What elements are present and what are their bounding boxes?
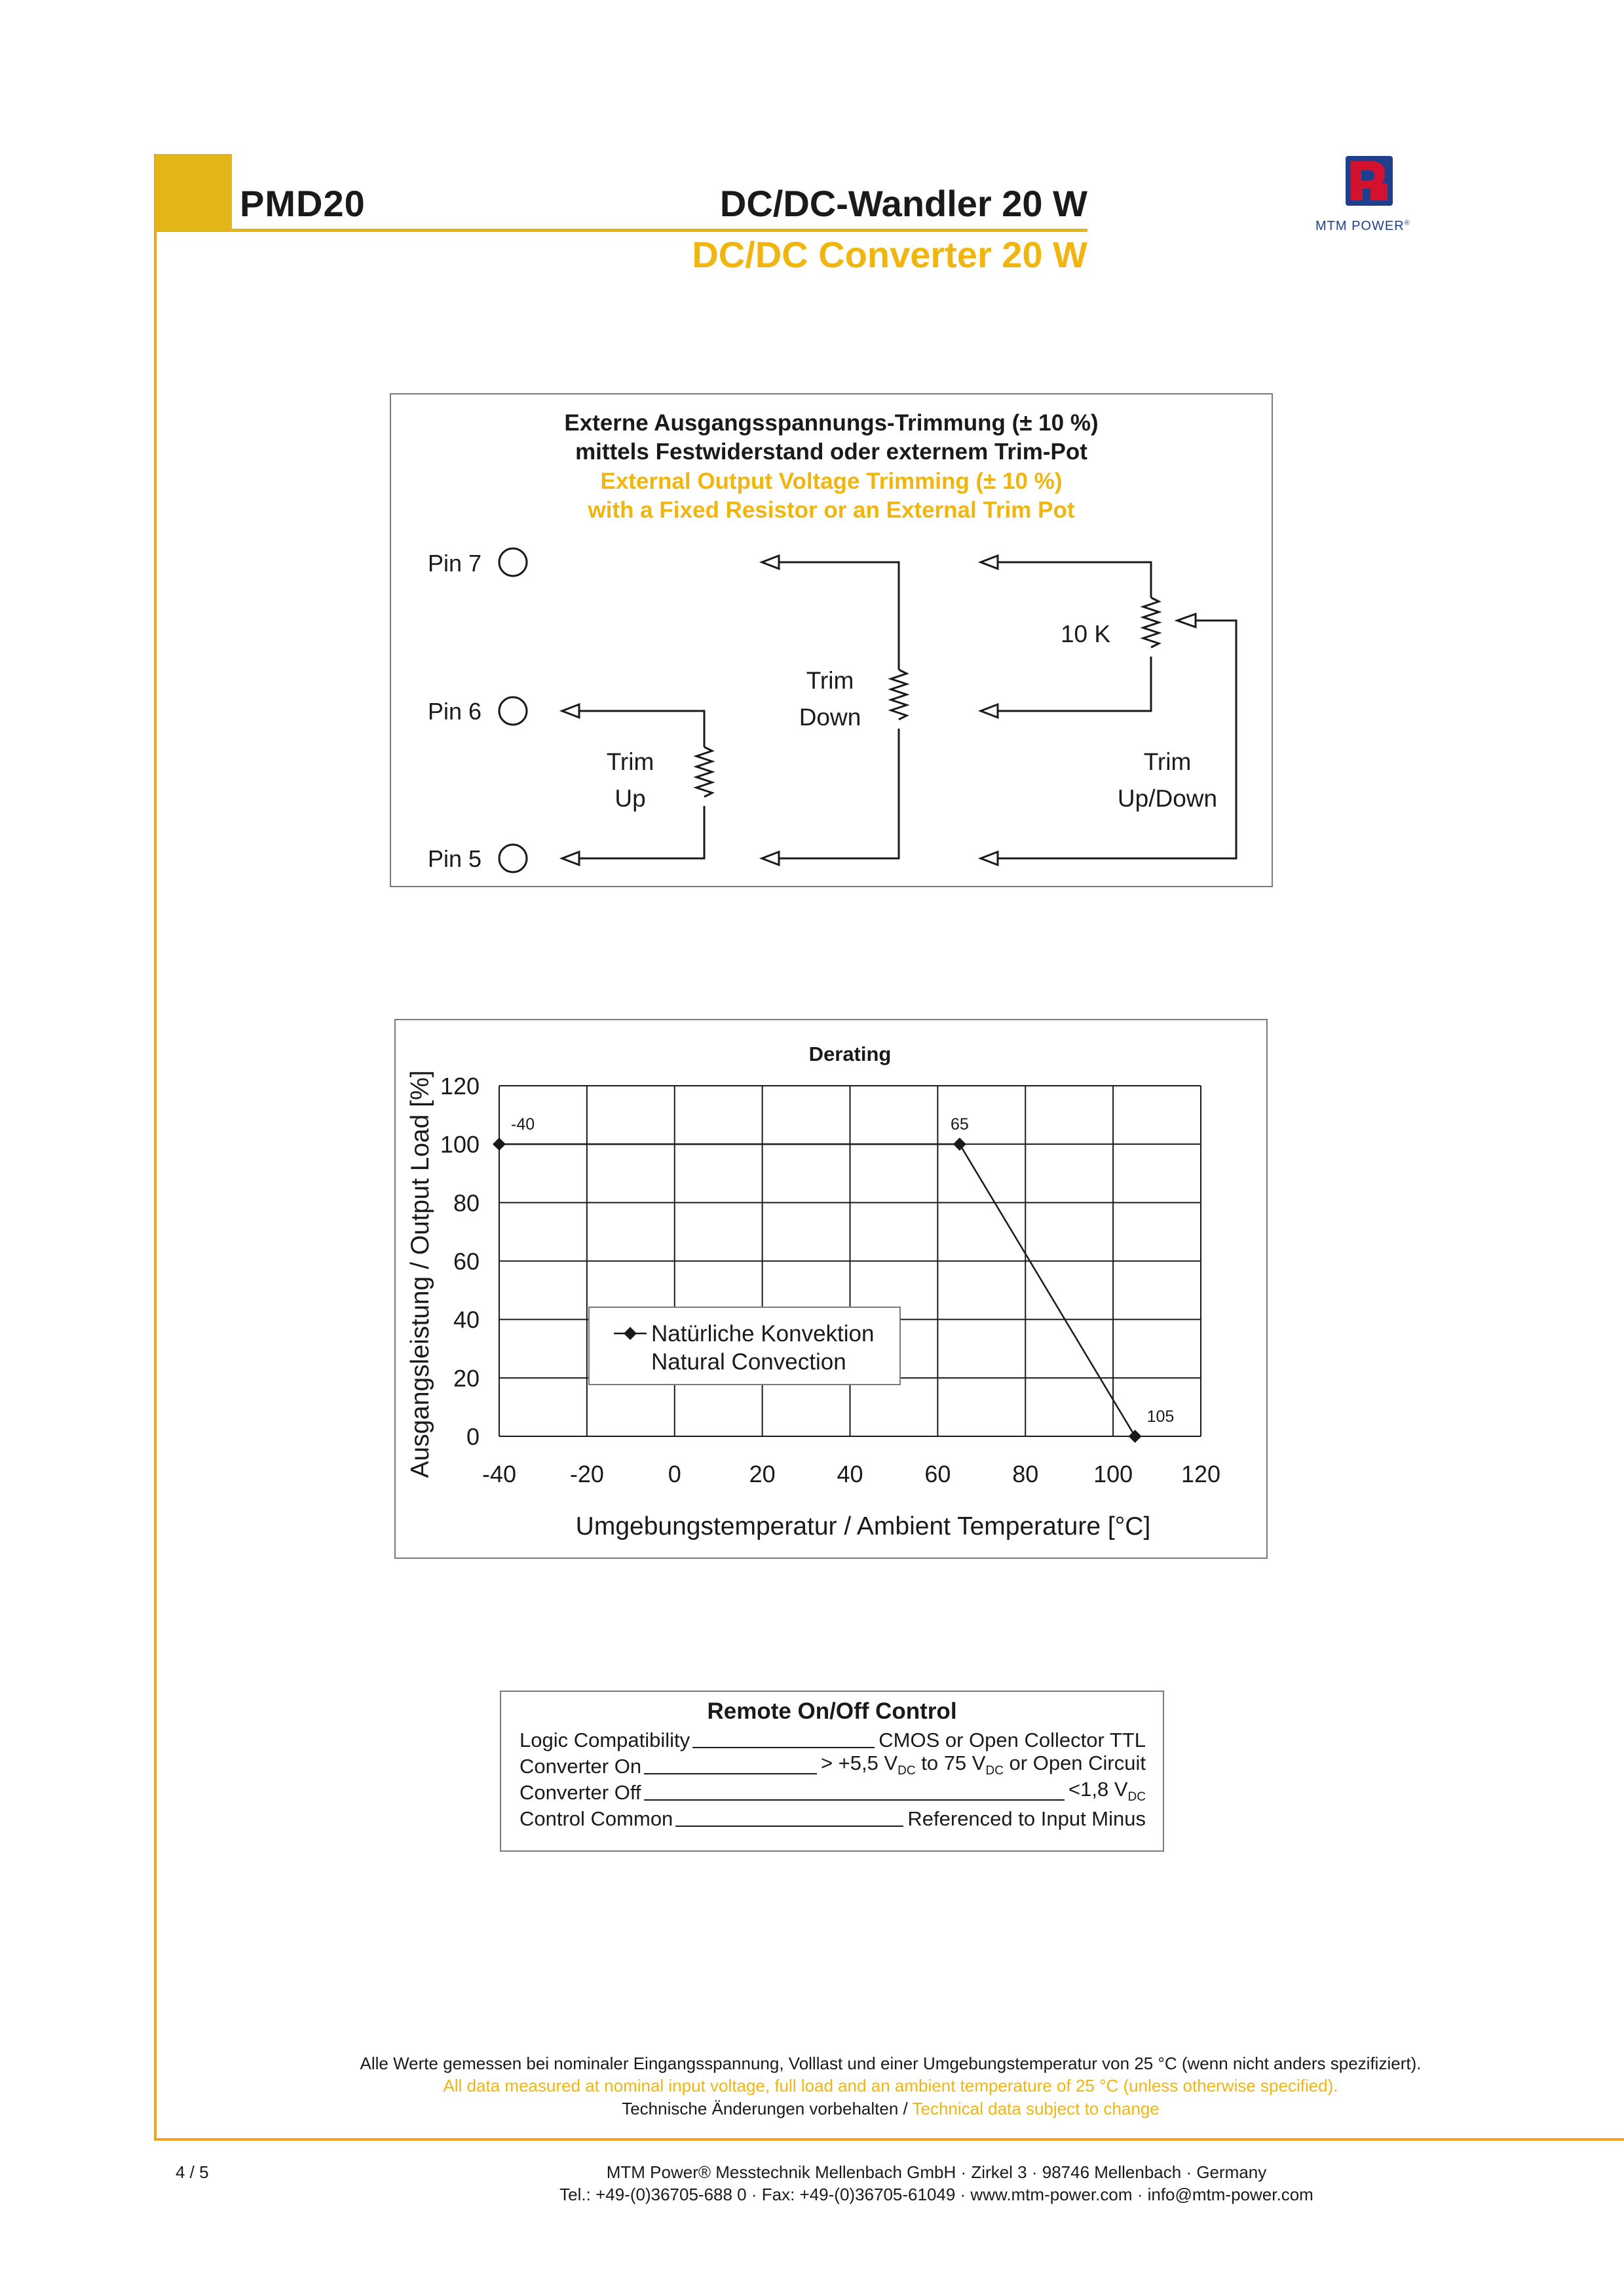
pin6-label: Pin 6 [428,698,482,725]
page-frame-left [154,154,157,2139]
pin7-terminal [499,548,527,576]
derating-chart [394,1019,1268,1559]
footnote-en: All data measured at nominal input voltage, full load and an ambient temperature of 25 °C (unless otherwise specified). [443,2076,1338,2095]
trim-up-label-2: Up [614,785,646,812]
remote-off-value: <1,8 $V_{DC}$ [1068,1777,1146,1804]
header-rule [232,229,1087,232]
x-tick-label: 100 [1093,1461,1133,1487]
x-tick-label: 20 [749,1461,776,1487]
data-point-label: 105 [1146,1407,1175,1426]
y-axis-label: Ausgangsleistung / Output Load [%] [406,1070,434,1478]
x-tick-label: 40 [837,1461,863,1487]
arrow-icon [562,852,579,865]
trim-updown-label-2: Up/Down [1117,785,1218,812]
trim-heading-en-1: External Output Voltage Trimming (± 10 %) [600,469,1063,494]
mtm-power-logo-icon [1344,155,1394,207]
x-tick-label: 80 [1012,1461,1039,1487]
x-tick-label: 120 [1180,1461,1221,1487]
data-point-marker [953,1138,966,1151]
data-point-label: -40 [511,1115,535,1134]
chart-title: Derating [808,1043,892,1065]
remote-row-off: Converter Off <1,8 $V_{DC}$ [519,1777,1146,1804]
remote-control-table [500,1691,1164,1852]
arrow-icon [762,556,779,569]
remote-row-logic: Logic Compatibility CMOS or Open Collector TTL [519,1729,1146,1751]
pin5-label: Pin 5 [428,845,482,872]
logo-text: MTM POWER® [1315,219,1410,233]
trim-diagram [390,393,1273,887]
y-tick-label: 0 [466,1423,480,1450]
arrow-icon [981,556,998,569]
y-tick-label: 20 [453,1364,480,1392]
y-tick-label: 60 [453,1248,480,1275]
remote-row-common: Control Common Referenced to Input Minus [519,1807,1146,1830]
page-title-en: DC/DC Converter 20 W [692,234,1087,275]
legend-label-en: Natural Convection [651,1349,846,1375]
footer-company: MTM Power® Messtechnik Mellenbach GmbH · Zirkel 3 · 98746 Mellenbach · Germany [606,2162,1267,2182]
page-number: 4 / 5 [176,2162,209,2182]
pin6-terminal [499,697,527,725]
page-frame-bottom [154,2138,1624,2141]
trim-updown-label-1: Trim [1143,748,1192,775]
legend-label-de: Natürliche Konvektion [651,1321,875,1347]
x-tick-label: -40 [482,1461,517,1487]
pot-value-label: 10 K [1060,621,1111,647]
y-tick-label: 40 [453,1306,480,1333]
data-point-marker [493,1138,506,1151]
y-tick-label: 120 [440,1073,480,1100]
trim-up-label-1: Trim [606,748,654,775]
x-tick-label: -20 [569,1461,604,1487]
arrow-icon [981,852,998,865]
trim-down-label-1: Trim [806,667,854,694]
footnote-de: Alle Werte gemessen bei nominaler Eingangsspannung, Volllast und einer Umgebungstemperatur von 25 °C (wenn nicht anders spezifiziert). [360,2054,1422,2073]
pin5-terminal [499,845,527,872]
data-point-label: 65 [950,1115,969,1134]
wiper-arrow-icon [1177,614,1196,627]
trim-down-label-2: Down [799,704,861,731]
remote-title: Remote On/Off Control [707,1698,957,1724]
x-tick-label: 0 [668,1461,681,1487]
y-tick-label: 100 [440,1131,480,1158]
x-tick-label: 60 [924,1461,951,1487]
trim-heading-de-1: Externe Ausgangsspannungs-Trimmung (± 10 %) [564,410,1099,436]
trim-heading-en-2: with a Fixed Resistor or an External Trim Pot [588,497,1075,523]
arrow-icon [981,704,998,718]
remote-row-on: Converter On > +5,5 $V_{DC}$ to 75 $V_{DC}$ or Open Circuit [519,1751,1146,1778]
series-line [499,1144,1135,1436]
footnote-changes: Technische Änderungen vorbehalten / Technical data subject to change [622,2099,1160,2118]
page-title-de: DC/DC-Wandler 20 W [719,183,1087,224]
derating-chart-svg [396,1020,1266,1558]
pin7-label: Pin 7 [428,550,482,577]
trim-heading-de-2: mittels Festwiderstand oder externem Trim-Pot [575,439,1087,465]
data-point-marker [1129,1430,1142,1443]
x-axis-label: Umgebungstemperatur / Ambient Temperature [°C] [575,1512,1151,1540]
footer-contact: Tel.: +49-(0)36705-688 0 · Fax: +49-(0)36705-61049 · www.mtm-power.com · info@mtm-power.com [559,2185,1313,2204]
remote-on-value: > +5,5 $V_{DC}$ to 75 $V_{DC}$ or Open Circuit [820,1751,1146,1778]
product-name: PMD20 [240,183,366,224]
arrow-icon [762,852,779,865]
header-accent-block [155,154,232,232]
arrow-icon [562,704,579,718]
y-tick-label: 80 [453,1189,480,1217]
